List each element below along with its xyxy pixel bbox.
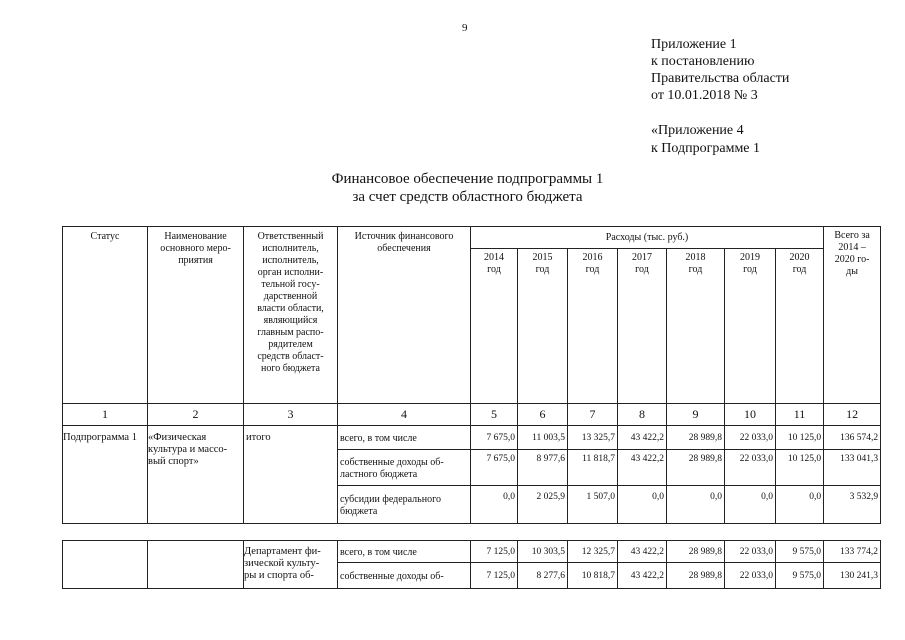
value-cell: 8 277,6 [518,563,568,589]
title-line: за счет средств областного бюджета [352,189,583,205]
source-line: всего, в том числе [340,546,417,558]
header-line: ного бюджета [261,363,320,374]
value-cell: 136 574,2 [824,426,881,450]
value-cell: 43 422,2 [618,563,667,589]
column-number: 2 [148,404,244,426]
name-cell [148,426,244,524]
value-cell: 8 977,6 [518,450,568,486]
value-cell: 9 575,0 [776,541,824,563]
header-line: власти области, [257,303,324,314]
source-cell [338,450,471,486]
header-expenses-label: Расходы (тыс. руб.) [605,231,689,243]
header-responsible [244,227,338,404]
header-line: дарственной [263,291,318,302]
header-line: ды [846,266,858,277]
value-cell: 28 989,8 [667,563,725,589]
year-unit: год [792,264,807,275]
year-number: 2018 [685,252,706,263]
header-line: исполнитель, [262,255,319,266]
year-number: 2019 [740,252,760,263]
responsible-value: итого [246,432,271,443]
value-cell: 10 818,7 [568,563,618,589]
column-number: 12 [824,404,881,426]
header-line: орган исполни- [257,267,324,278]
finance-table-continued [62,540,881,589]
value-cell: 7 675,0 [471,450,518,486]
value-cell: 11 818,7 [568,450,618,486]
value-cell: 22 033,0 [725,450,776,486]
value-cell: 130 241,3 [824,563,881,589]
value-cell: 7 675,0 [471,426,518,450]
header-year [725,249,776,404]
value-cell: 13 325,7 [568,426,618,450]
table-row [63,426,881,450]
header-year [518,249,568,404]
header-line: Ответственный [257,231,324,242]
header-source [338,227,471,404]
header-line: рядителем [268,339,313,350]
header-line: главным распо- [257,327,324,338]
column-number: 11 [776,404,824,426]
column-number: 3 [244,404,338,426]
source-cell [338,563,471,589]
responsible-cell [244,426,338,524]
value-cell: 43 422,2 [618,450,667,486]
annex-line: Приложение 1 [651,37,737,52]
header-year [471,249,518,404]
annex-block-2 [651,122,760,158]
header-line: тельной госу- [261,279,320,290]
status-value: Подпрограмма 1 [63,432,137,443]
header-status-label: Статус [90,231,120,242]
header-line: обеспечения [377,243,431,254]
value-cell: 10 125,0 [776,450,824,486]
value-cell: 0,0 [618,486,667,524]
name-line: «Физическая [148,432,207,443]
name-line: культура и массо- [148,444,228,455]
column-number: 7 [568,404,618,426]
column-number: 5 [471,404,518,426]
column-number: 4 [338,404,471,426]
value-cell: 133 774,2 [824,541,881,563]
header-year [667,249,725,404]
year-number: 2016 [582,252,603,263]
header-line: Наименование [164,231,227,242]
header-line: основного меро- [160,243,231,254]
value-cell: 0,0 [471,486,518,524]
value-cell: 7 125,0 [471,563,518,589]
table-row [63,541,881,563]
finance-table [62,226,881,524]
column-number: 1 [63,404,148,426]
header-status [63,227,148,404]
value-cell: 7 125,0 [471,541,518,563]
value-cell: 0,0 [776,486,824,524]
responsible-cell [244,541,338,589]
source-cell [338,426,471,450]
source-line: ластного бюджета [340,468,418,480]
header-line: приятия [178,255,213,266]
year-unit: год [688,264,703,275]
header-line: средств област- [257,351,324,362]
annex-line: «Приложение 4 [651,123,744,138]
header-line: Всего за [834,230,870,241]
value-cell: 28 989,8 [667,426,725,450]
value-cell: 0,0 [667,486,725,524]
header-year [568,249,618,404]
value-cell: 133 041,3 [824,450,881,486]
responsible-line: ры и спорта об- [244,570,314,581]
source-line: собственные доходы об- [340,456,444,468]
year-unit: год [635,264,649,275]
year-unit: год [535,264,550,275]
value-cell: 22 033,0 [725,541,776,563]
value-cell: 2 025,9 [518,486,568,524]
header-name [148,227,244,404]
annex-line: Правительства области [651,71,790,86]
value-cell: 22 033,0 [725,426,776,450]
column-number: 9 [667,404,725,426]
value-cell: 10 125,0 [776,426,824,450]
year-number: 2020 [789,252,810,263]
column-numbers-row [63,404,881,426]
value-cell: 3 532,9 [824,486,881,524]
value-cell: 28 989,8 [667,450,725,486]
page-number: 9 [462,22,468,34]
responsible-line: зической культу- [244,558,320,569]
annex-line: к Подпрограмме 1 [651,141,761,156]
header-line: Источник финансового [354,231,454,242]
header-year [618,249,667,404]
year-unit: год [585,264,600,275]
value-cell: 1 507,0 [568,486,618,524]
source-cell [338,486,471,524]
year-unit: год [743,264,757,275]
annex-block [651,36,789,104]
source-line: субсидии федерального [340,493,441,505]
header-expenses [471,227,824,249]
status-cell [63,541,148,589]
annex-line: от 10.01.2018 № 3 [651,88,758,103]
header-year [776,249,824,404]
title-line: Финансовое обеспечение подпрограммы 1 [331,171,604,187]
name-cell [148,541,244,589]
value-cell: 11 003,5 [518,426,568,450]
year-number: 2017 [632,252,652,263]
column-number: 8 [618,404,667,426]
value-cell: 28 989,8 [667,541,725,563]
source-line: собственные доходы об- [340,570,444,582]
value-cell: 22 033,0 [725,563,776,589]
document-title [0,170,905,206]
header-line: исполнитель, [262,243,319,254]
year-number: 2014 [484,252,504,263]
value-cell: 43 422,2 [618,541,667,563]
header-line: 2014 – [838,242,866,253]
status-cell [63,426,148,524]
value-cell: 12 325,7 [568,541,618,563]
value-cell: 43 422,2 [618,426,667,450]
header-total [824,227,881,404]
responsible-line: Департамент фи- [244,546,321,557]
column-number: 10 [725,404,776,426]
header-line: 2020 го- [834,254,870,265]
year-unit: год [487,264,501,275]
year-number: 2015 [532,252,553,263]
value-cell: 10 303,5 [518,541,568,563]
value-cell: 9 575,0 [776,563,824,589]
header-line: являющийся [263,315,318,326]
source-line: всего, в том числе [340,432,417,444]
column-number: 6 [518,404,568,426]
value-cell: 0,0 [725,486,776,524]
name-line: вый спорт» [148,456,199,467]
annex-line: к постановлению [651,54,755,69]
source-line: бюджета [340,505,378,517]
source-cell [338,541,471,563]
